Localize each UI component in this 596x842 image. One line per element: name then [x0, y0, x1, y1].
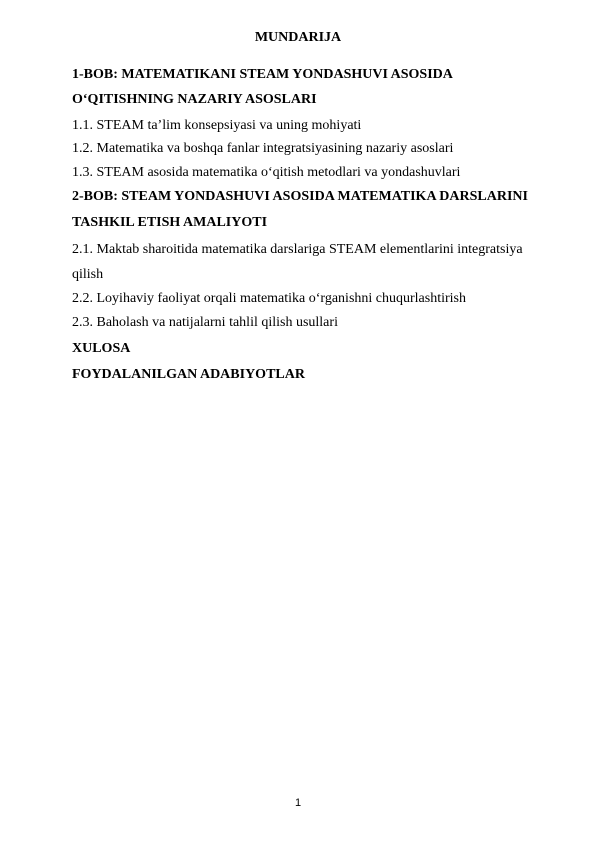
page-title: MUNDARIJA	[254, 30, 342, 45]
toc-entry-1-3: 1.3. STEAM asosida matematika o‘qitish metodlari va yondashuvlari	[72, 165, 461, 180]
toc-entry-2-2: 2.2. Loyihaviy faoliyat orqali matematika o‘rganishni chuqurlashtirish	[72, 291, 466, 306]
toc-entry-2-3: 2.3. Baholash va natijalarni tahlil qilish usullari	[72, 315, 338, 330]
chapter1-heading-line1: 1-BOB: MATEMATIKANI STEAM YONDASHUVI ASOSIDA	[72, 67, 453, 82]
toc-entry-2-1-line1: 2.1. Maktab sharoitida matematika darslariga STEAM elementlarini integratsiya	[72, 242, 523, 257]
chapter2-heading-line1: 2-BOB: STEAM YONDASHUVI ASOSIDA MATEMATIKA DARSLARINI	[72, 189, 528, 204]
toc-entry-1-2: 1.2. Matematika va boshqa fanlar integratsiyasining nazariy asoslari	[72, 141, 454, 156]
toc-conclusion: XULOSA	[72, 341, 131, 356]
toc-references: FOYDALANILGAN ADABIYOTLAR	[72, 367, 305, 382]
page-number: 1	[294, 797, 302, 809]
chapter2-heading-line2: TASHKIL ETISH AMALIYOTI	[72, 215, 268, 230]
toc-entry-1-1: 1.1. STEAM ta’lim konsepsiyasi va uning mohiyati	[72, 118, 362, 133]
chapter1-heading-line2: O‘QITISHNING NAZARIY ASOSLARI	[72, 92, 317, 107]
toc-entry-2-1-line2: qilish	[72, 267, 104, 282]
